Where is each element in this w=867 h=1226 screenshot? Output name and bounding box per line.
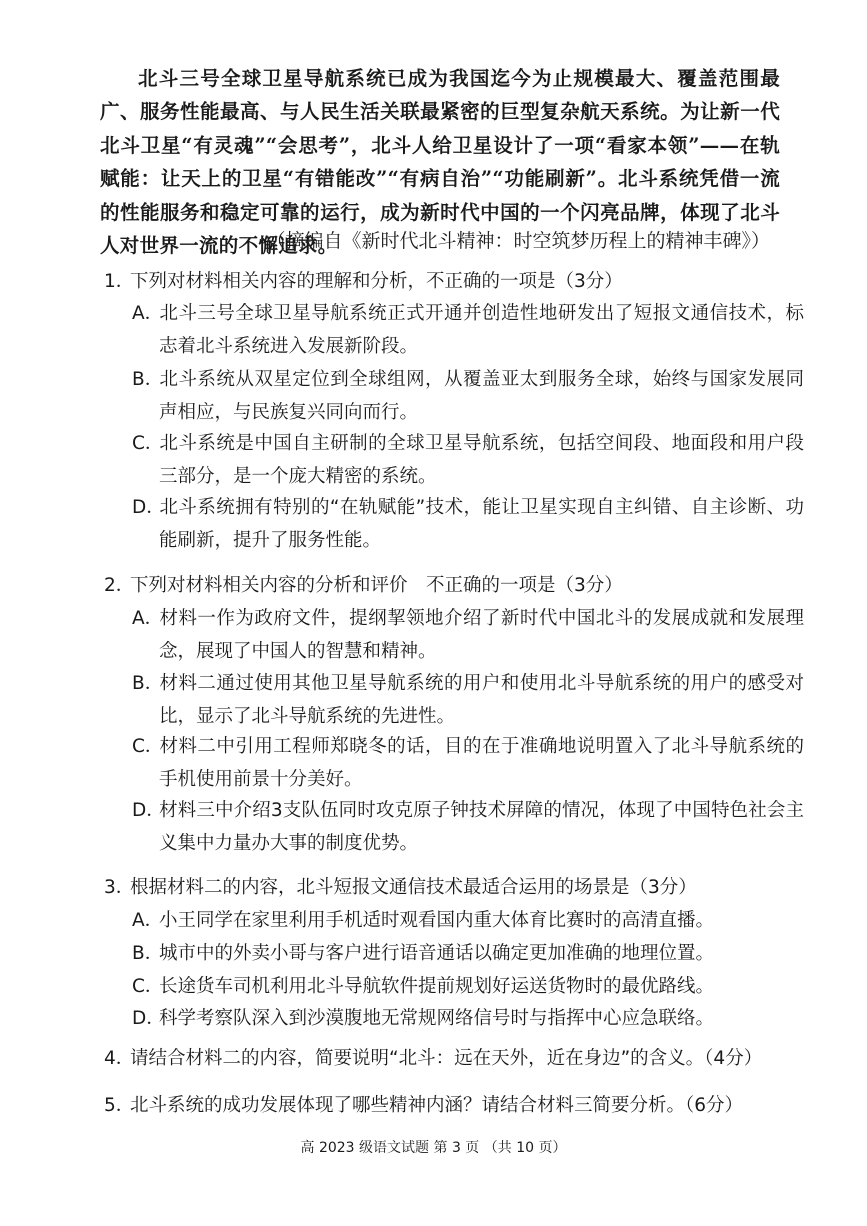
- option-text: 北斗系统是中国自主研制的全球卫星导航系统，包括空间段、地面段和用户段三部分，是一个庞大精密的系统。: [159, 433, 804, 487]
- option-letter: C．: [132, 433, 164, 454]
- question-2-option-a: [132, 603, 804, 668]
- question-5: [104, 1090, 784, 1122]
- question-2-option-d: [132, 795, 804, 860]
- question-3-option-c: [132, 971, 804, 1004]
- question-stem: 请结合材料二的内容，简要说明“北斗：远在天外，近在身边”的含义。（4分）: [130, 1048, 763, 1069]
- question-1-option-a: [132, 298, 804, 363]
- question-3: [104, 872, 784, 904]
- question-4: [104, 1043, 784, 1075]
- option-letter: D．: [132, 800, 165, 821]
- question-stem: 下列对材料相关内容的分析和评价 不正确的一项是（3分）: [130, 575, 623, 596]
- question-3-option-b: [132, 938, 804, 971]
- question-1: [104, 266, 784, 298]
- question-stem: 根据材料二的内容，北斗短报文通信技术最适合运用的场景是（3分）: [130, 877, 697, 898]
- option-text: 北斗三号全球卫星导航系统正式开通并创造性地研发出了短报文通信技术，标志着北斗系统进入发展新阶段。: [159, 303, 804, 357]
- page-footer: 高 2023 级语文试题 第 3 页 （共 10 页）: [300, 1140, 567, 1156]
- option-text: 北斗系统从双星定位到全球组网，从覆盖亚太到服务全球，始终与国家发展同声相应，与民族复兴同向而行。: [159, 369, 804, 423]
- option-letter: A．: [132, 303, 164, 324]
- option-letter: C．: [132, 736, 164, 757]
- option-text: 科学考察队深入到沙漠腹地无常规网络信号时与指挥中心应急联络。: [159, 1008, 715, 1029]
- option-letter: B．: [132, 369, 164, 390]
- option-letter: D．: [132, 1008, 165, 1029]
- option-text: 长途货车司机利用北斗导航软件提前规划好运送货物时的最优路线。: [159, 976, 715, 997]
- question-1-option-d: [132, 492, 804, 557]
- option-letter: B．: [132, 673, 164, 694]
- question-number: 5．: [104, 1095, 135, 1116]
- option-text: 材料二通过使用其他卫星导航系统的用户和使用北斗导航系统的用户的感受对比，显示了北斗导航系统的先进性。: [159, 673, 804, 727]
- passage-source: （摘编自《新时代北斗精神：时空筑梦历程上的精神丰碑》）: [266, 230, 770, 252]
- question-number: 2．: [104, 575, 135, 596]
- option-text: 北斗系统拥有特别的“在轨赋能”技术，能让卫星实现自主纠错、自主诊断、功能刷新，提升了服务性能。: [159, 497, 804, 551]
- question-1-option-b: [132, 364, 804, 429]
- option-letter: A．: [132, 608, 164, 629]
- option-letter: A．: [132, 910, 164, 931]
- question-1-option-c: [132, 428, 804, 493]
- option-text: 城市中的外卖小哥与客户进行语音通话以确定更加准确的地理位置。: [159, 943, 715, 964]
- question-number: 1．: [104, 271, 135, 292]
- option-text: 材料一作为政府文件，提纲挈领地介绍了新时代中国北斗的发展成就和发展理念，展现了中国人的智慧和精神。: [159, 608, 804, 662]
- question-stem: 下列对材料相关内容的理解和分析，不正确的一项是（3分）: [130, 271, 623, 292]
- question-2: [104, 570, 784, 602]
- question-stem: 北斗系统的成功发展体现了哪些精神内涵？请结合材料三简要分析。（6分）: [130, 1095, 744, 1116]
- option-letter: B．: [132, 943, 164, 964]
- passage-paragraph: 北斗三号全球卫星导航系统已成为我国迄今为止规模最大、覆盖范围最广、服务性能最高、与人民生活关联最紧密的巨型复杂航天系统。为让新一代北斗卫星“有灵魂”“会思考”，北斗人给卫星设计了一项“看家本领”——在轨赋能：让天上的卫星“有错能改”“有病自治”“功能刷新”。北斗系统凭借一流的性能服务和稳定可靠的运行，成为新时代中国的一个闪亮品牌，体现了北斗人对世界一流的不懈追求。: [100, 67, 780, 258]
- option-text: 小王同学在家里利用手机适时观看国内重大体育比赛时的高清直播。: [159, 910, 715, 931]
- option-letter: D．: [132, 497, 165, 518]
- question-number: 3．: [104, 877, 135, 898]
- option-letter: C．: [132, 976, 164, 997]
- question-2-option-b: [132, 668, 804, 733]
- option-text: 材料二中引用工程师郑晓冬的话，目的在于准确地说明置入了北斗导航系统的手机使用前景十分美好。: [159, 736, 804, 790]
- question-2-option-c: [132, 731, 804, 796]
- question-number: 4．: [104, 1048, 135, 1069]
- option-text: 材料三中介绍3支队伍同时攻克原子钟技术屏障的情况，体现了中国特色社会主义集中力量办大事的制度优势。: [159, 800, 804, 854]
- question-3-option-d: [132, 1003, 804, 1036]
- question-3-option-a: [132, 905, 804, 938]
